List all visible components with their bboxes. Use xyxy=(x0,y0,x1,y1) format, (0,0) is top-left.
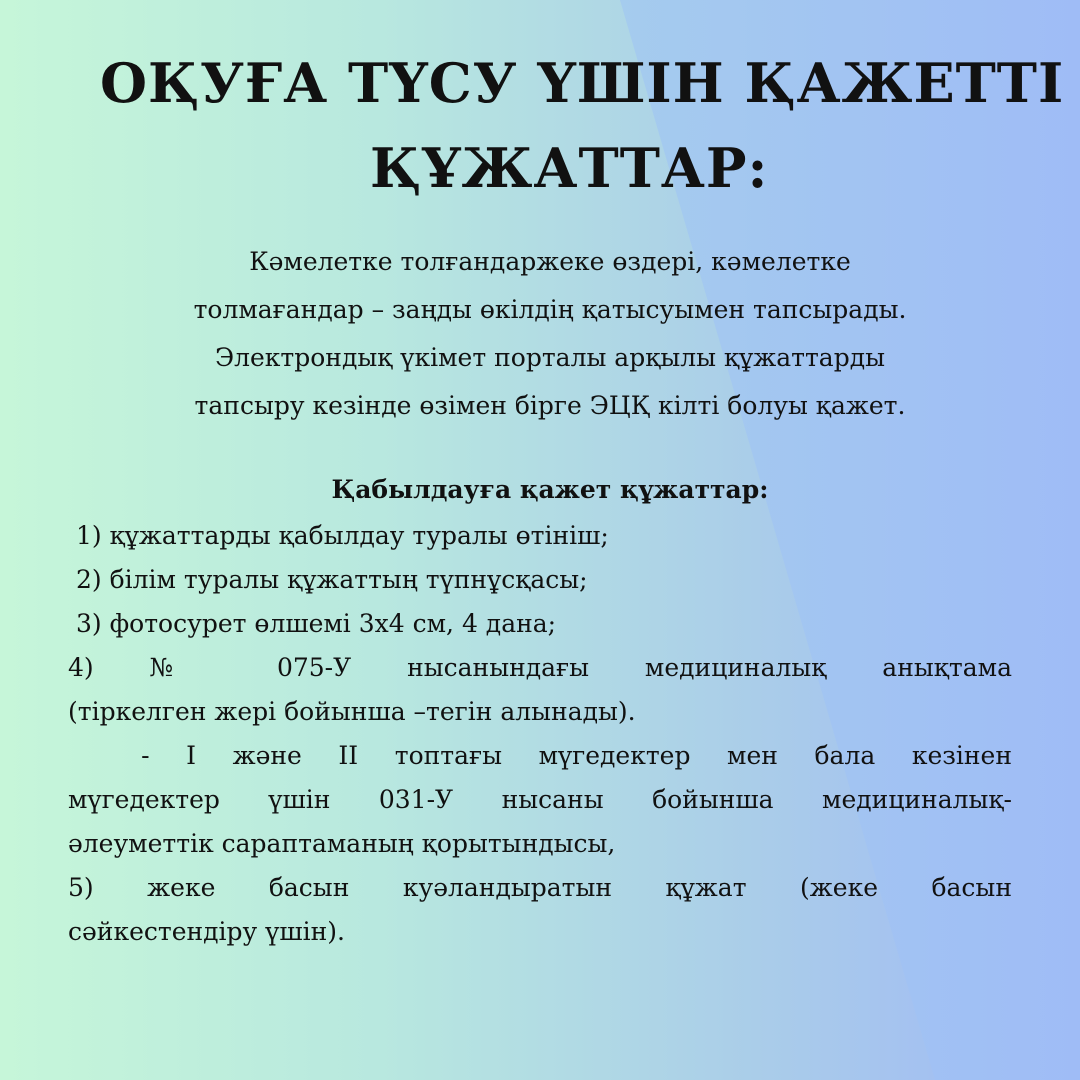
intro-line: тапсыру кезінде өзімен бірге ЭЦҚ кілті болуы қажет. xyxy=(194,391,906,420)
list-item-line: сәйкестендіру үшін). xyxy=(68,917,345,946)
required-docs-list xyxy=(68,514,1012,954)
list-item-line: 5) жеке басын куәландыратын құжат (жеке басын xyxy=(68,873,1012,902)
list-item-line: 4) № 075-У нысанындағы медициналық анықтама xyxy=(68,653,1012,682)
intro-line: толмағандар – заңды өкілдің қатысуымен тапсырады. xyxy=(193,295,907,324)
list-item-identity-document xyxy=(68,866,1012,954)
list-item-line: (тіркелген жері бойынша –тегін алынады). xyxy=(68,697,636,726)
list-item-medical-certificate xyxy=(68,646,1012,734)
list-note-line: - I және II топтағы мүгедектер мен бала кезінен xyxy=(68,741,1012,770)
intro-paragraph xyxy=(60,238,1040,430)
list-note-disability xyxy=(68,734,1012,866)
page-title-line-1: ОҚУҒА ТҮСУ ҮШІН ҚАЖЕТТІ xyxy=(100,51,1065,115)
list-item: 2) білім туралы құжаттың түпнұсқасы; xyxy=(76,565,588,594)
list-note-line: әлеуметтік сараптаманың қорытындысы, xyxy=(68,829,616,858)
intro-line: Электрондық үкімет порталы арқылы құжаттарды xyxy=(214,343,886,372)
page-title-line-2: ҚҰЖАТТАР: xyxy=(370,136,769,200)
required-docs-heading: Қабылдауға қажет құжаттар: xyxy=(331,475,769,504)
list-note-line: мүгедектер үшін 031-У нысаны бойынша медициналық- xyxy=(68,785,1012,814)
list-item: 3) фотосурет өлшемі 3х4 см, 4 дана; xyxy=(76,609,557,638)
list-item: 1) құжаттарды қабылдау туралы өтініш; xyxy=(76,521,609,550)
intro-line: Кәмелетке толғандаржеке өздері, кәмелетке xyxy=(249,247,851,276)
